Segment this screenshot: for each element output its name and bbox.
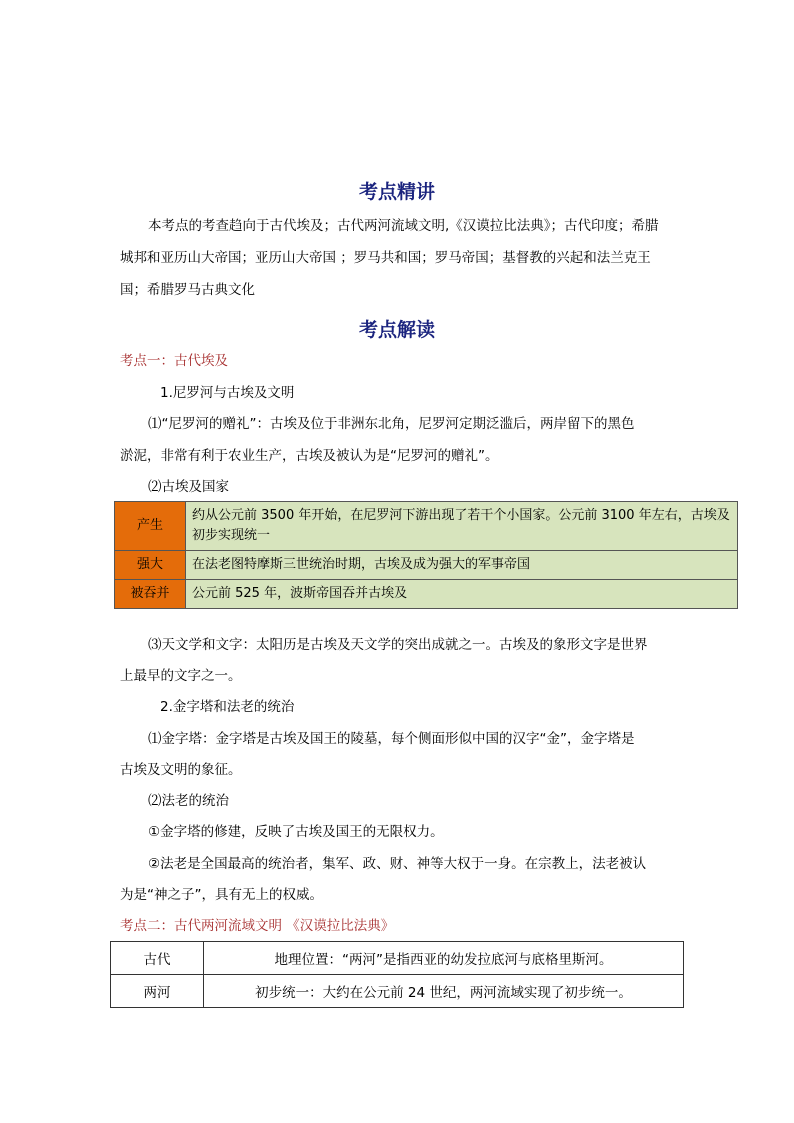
mesopotamia-table <box>110 941 684 1008</box>
paragraph-1-line-2: 淤泥，非常有利于农业生产，古埃及被认为是“尼罗河的赠礼”。 <box>120 448 499 464</box>
intro-line-3: 国；希腊罗马古典文化 <box>120 282 255 298</box>
intro-line-2: 城邦和亚历山大帝国；亚历山大帝国 ；罗马共和国；罗马帝国；基督教的兴起和法兰克王 <box>120 250 651 266</box>
paragraph-7-line-1: ②法老是全国最高的统治者，集军、政、财、神等大权于一身。在宗教上，法老被认 <box>148 856 647 872</box>
paragraph-3-line-2: 上最早的文字之一。 <box>120 668 242 684</box>
table-cell-label: 强大 <box>115 551 186 580</box>
paragraph-7-line-2: 为是“神之子”，具有无上的权威。 <box>120 887 323 903</box>
table-row <box>115 551 738 580</box>
paragraph-3-line-1: ⑶天文学和文字：太阳历是古埃及天文学的突出成就之一。古埃及的象形文字是世界 <box>148 637 648 653</box>
paragraph-6: ①金字塔的修建，反映了古埃及国王的无限权力。 <box>148 824 444 840</box>
table-cell-value: 地理位置：“两河”是指西亚的幼发拉底河与底格里斯河。 <box>204 942 684 975</box>
table-row <box>115 580 738 609</box>
paragraph-5: ⑵法老的统治 <box>148 793 229 809</box>
point1-heading: 考点一：古代埃及 <box>120 353 228 369</box>
table-cell-value: 约从公元前 3500 年开始，在尼罗河下游出现了若干个小国家。公元前 3100 年左右，古埃及初步实现统一 <box>186 502 738 551</box>
section-title-key-points: 考点精讲 <box>358 181 435 203</box>
table-cell-value: 公元前 525 年，波斯帝国吞并古埃及 <box>186 580 738 609</box>
section-title-interpretation: 考点解读 <box>358 319 435 341</box>
table-cell-value: 在法老图特摩斯三世统治时期，古埃及成为强大的军事帝国 <box>186 551 738 580</box>
sub-heading-1: 1.尼罗河与古埃及文明 <box>160 385 295 401</box>
sub-heading-2: 2.金字塔和法老的统治 <box>160 699 295 715</box>
intro-line-1: 本考点的考查趋向于古代埃及；古代两河流域文明,《汉谟拉比法典》；古代印度；希腊 <box>148 218 659 234</box>
paragraph-2: ⑵古埃及国家 <box>148 479 229 495</box>
table-cell-label: 两河 <box>111 975 204 1008</box>
paragraph-1-line-1: ⑴“尼罗河的赠礼”：古埃及位于非洲东北角，尼罗河定期泛滥后，两岸留下的黑色 <box>148 416 635 432</box>
table-cell-label: 被吞并 <box>115 580 186 609</box>
table-cell-label: 产生 <box>115 502 186 551</box>
table-row <box>115 502 738 551</box>
paragraph-4-line-1: ⑴金字塔：金字塔是古埃及国王的陵墓，每个侧面形似中国的汉字“金”，金字塔是 <box>148 731 635 747</box>
egypt-state-table <box>114 501 738 609</box>
table-cell-label: 古代 <box>111 942 204 975</box>
table-row <box>111 975 684 1008</box>
table-row <box>111 942 684 975</box>
point2-heading: 考点二：古代两河流域文明 《汉谟拉比法典》 <box>120 918 395 934</box>
paragraph-4-line-2: 古埃及文明的象征。 <box>120 762 242 778</box>
table-cell-value: 初步统一：大约在公元前 24 世纪，两河流域实现了初步统一。 <box>204 975 684 1008</box>
